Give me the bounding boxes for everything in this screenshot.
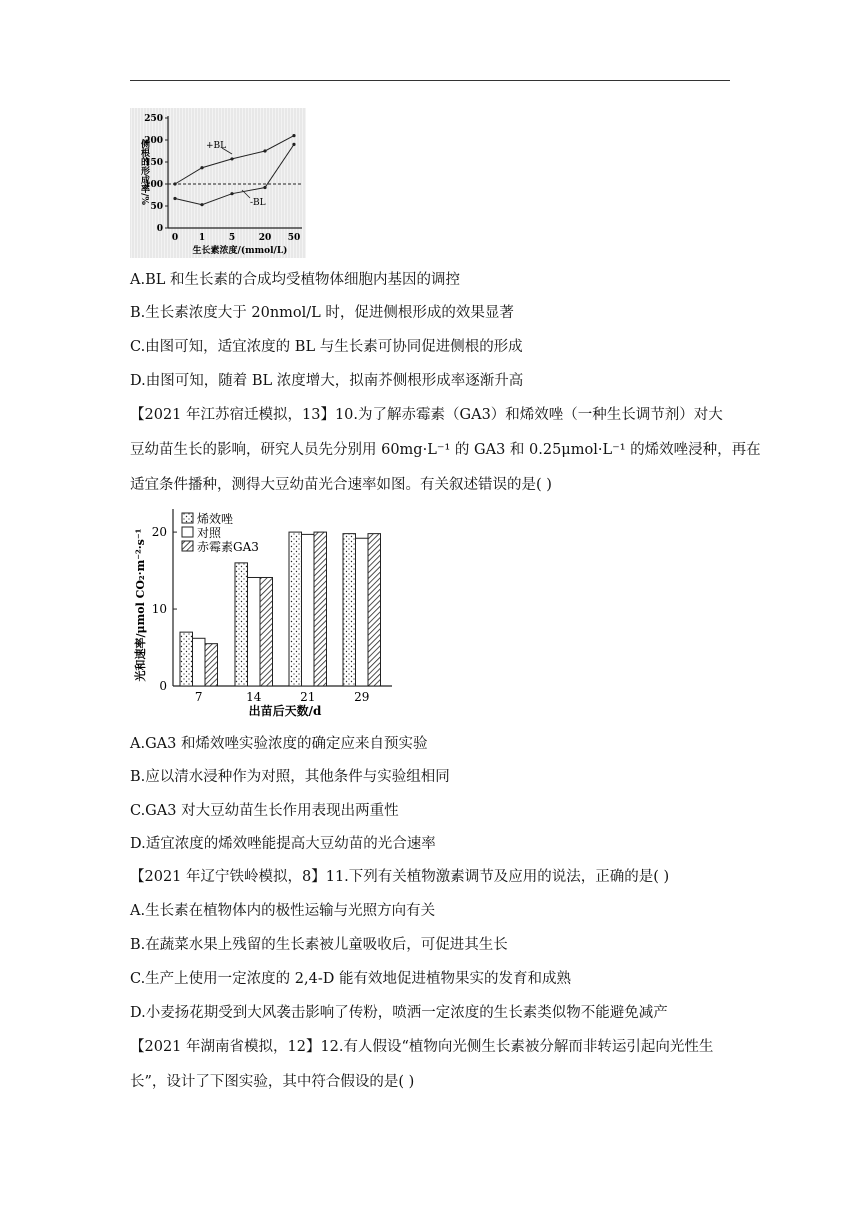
q10-stem-line-3: 适宜条件播种，测得大豆幼苗光合速率如图。有关叙述错误的是( ) — [130, 477, 552, 493]
q11-stem: 【2021 年辽宁铁岭模拟，8】11.下列有关植物激素调节及应用的说法，正确的是( ) — [130, 869, 670, 885]
bar — [314, 532, 327, 686]
photosynthesis-rate-chart — [130, 505, 395, 720]
x-tick-label: 5 — [228, 233, 236, 243]
data-point — [173, 197, 176, 200]
y-tick-label: 200 — [144, 136, 163, 146]
q9-option-b: B.生长素浓度大于 20nmol/L 时，促进侧根形成的效果显著 — [130, 305, 514, 321]
data-point — [292, 134, 295, 137]
x-tick-label: 20 — [258, 233, 272, 243]
bar — [302, 534, 315, 686]
q11-option-a: A.生长素在植物体内的极性运输与光照方向有关 — [130, 903, 436, 919]
data-point — [200, 203, 203, 206]
data-point — [173, 182, 176, 185]
x-axis-label: 生长素浓度/(mmol/L) — [192, 246, 288, 256]
y-axis-label: 光和速率/μmol CO₂·m⁻²·s⁻¹ — [134, 528, 147, 682]
legend-label: 烯效唑 — [197, 512, 234, 526]
lateral-root-chart — [130, 108, 306, 258]
y-tick-label: 250 — [144, 114, 163, 124]
x-axis-label: 出苗后天数/d — [248, 704, 322, 718]
q11-option-b: B.在蔬菜水果上残留的生长素被儿童吸收后，可促进其生长 — [130, 937, 508, 953]
legend-swatch — [182, 541, 193, 551]
y-tick-label: 0 — [156, 224, 163, 234]
legend-swatch — [182, 513, 193, 523]
q9-option-d: D.由图可知，随着 BL 浓度增大，拟南芥侧根形成率逐渐升高 — [130, 373, 524, 389]
data-point — [230, 192, 233, 195]
y-tick-label: 20 — [151, 525, 167, 540]
x-tick-label: 7 — [194, 690, 203, 704]
x-tick-label: 50 — [287, 233, 301, 243]
series-label-plus-bl: +BL — [206, 141, 227, 151]
legend-swatch — [182, 527, 193, 537]
q9-option-a: A.BL 和生长素的合成均受植物体细胞内基因的调控 — [130, 272, 460, 288]
q10-stem-line-2: 豆幼苗生长的影响，研究人员先分别用 60mg·L⁻¹ 的 GA3 和 0.25μmol·L⁻¹ 的烯效唑浸种，再在 — [130, 442, 761, 458]
data-point — [200, 166, 203, 169]
x-tick-label: 0 — [171, 233, 179, 243]
q10-option-c: C.GA3 对大豆幼苗生长作用表现出两重性 — [130, 803, 399, 819]
data-point — [292, 143, 295, 146]
bar — [180, 632, 193, 686]
bar — [205, 644, 218, 686]
x-tick-label: 29 — [354, 690, 370, 704]
data-point — [230, 157, 233, 160]
bar — [289, 532, 302, 686]
data-point — [263, 149, 266, 152]
bar — [260, 577, 273, 686]
x-tick-label: 1 — [198, 233, 206, 243]
bar — [368, 534, 381, 686]
legend-label: 对照 — [197, 526, 222, 540]
q9-option-c: C.由图可知，适宜浓度的 BL 与生长素可协同促进侧根的形成 — [130, 339, 523, 355]
y-axis-label: 侧根的形成率/% — [139, 139, 149, 205]
y-tick-label: 0 — [159, 679, 167, 693]
data-point — [263, 186, 266, 189]
q11-option-c: C.生产上使用一定浓度的 2,4-D 能有效地促进植物果实的发育和成熟 — [130, 971, 571, 987]
x-tick-label: 21 — [300, 690, 316, 704]
legend-label: 赤霉素GA3 — [197, 540, 259, 554]
q12-stem-line-1: 【2021 年湖南省模拟，12】12.有人假设“植物向光侧生长素被分解而非转运引起向光性生 — [130, 1039, 714, 1055]
bar — [343, 534, 356, 686]
q10-option-b: B.应以清水浸种作为对照，其他条件与实验组相同 — [130, 769, 450, 785]
q10-option-a: A.GA3 和烯效唑实验浓度的确定应来自预实验 — [130, 736, 428, 752]
bar — [193, 638, 206, 686]
y-tick-label: 50 — [150, 202, 163, 212]
y-tick-label: 150 — [144, 158, 163, 168]
bar — [248, 577, 261, 686]
y-tick-label: 100 — [144, 180, 163, 190]
bar — [356, 538, 369, 686]
q12-stem-line-2: 长”，设计了下图实验，其中符合假设的是( ) — [130, 1074, 415, 1090]
q10-option-d: D.适宜浓度的烯效唑能提高大豆幼苗的光合速率 — [130, 836, 436, 852]
series-label-minus-bl: -BL — [250, 198, 266, 208]
bar — [235, 563, 248, 686]
x-tick-label: 14 — [246, 690, 262, 704]
header-rule — [130, 80, 730, 81]
q11-option-d: D.小麦扬花期受到大风袭击影响了传粉，喷洒一定浓度的生长素类似物不能避免减产 — [130, 1005, 668, 1021]
q10-stem-line-1: 【2021 年江苏宿迁模拟，13】10.为了解赤霉素（GA3）和烯效唑（一种生长调节剂）对大 — [130, 407, 723, 423]
y-tick-label: 10 — [151, 602, 167, 617]
